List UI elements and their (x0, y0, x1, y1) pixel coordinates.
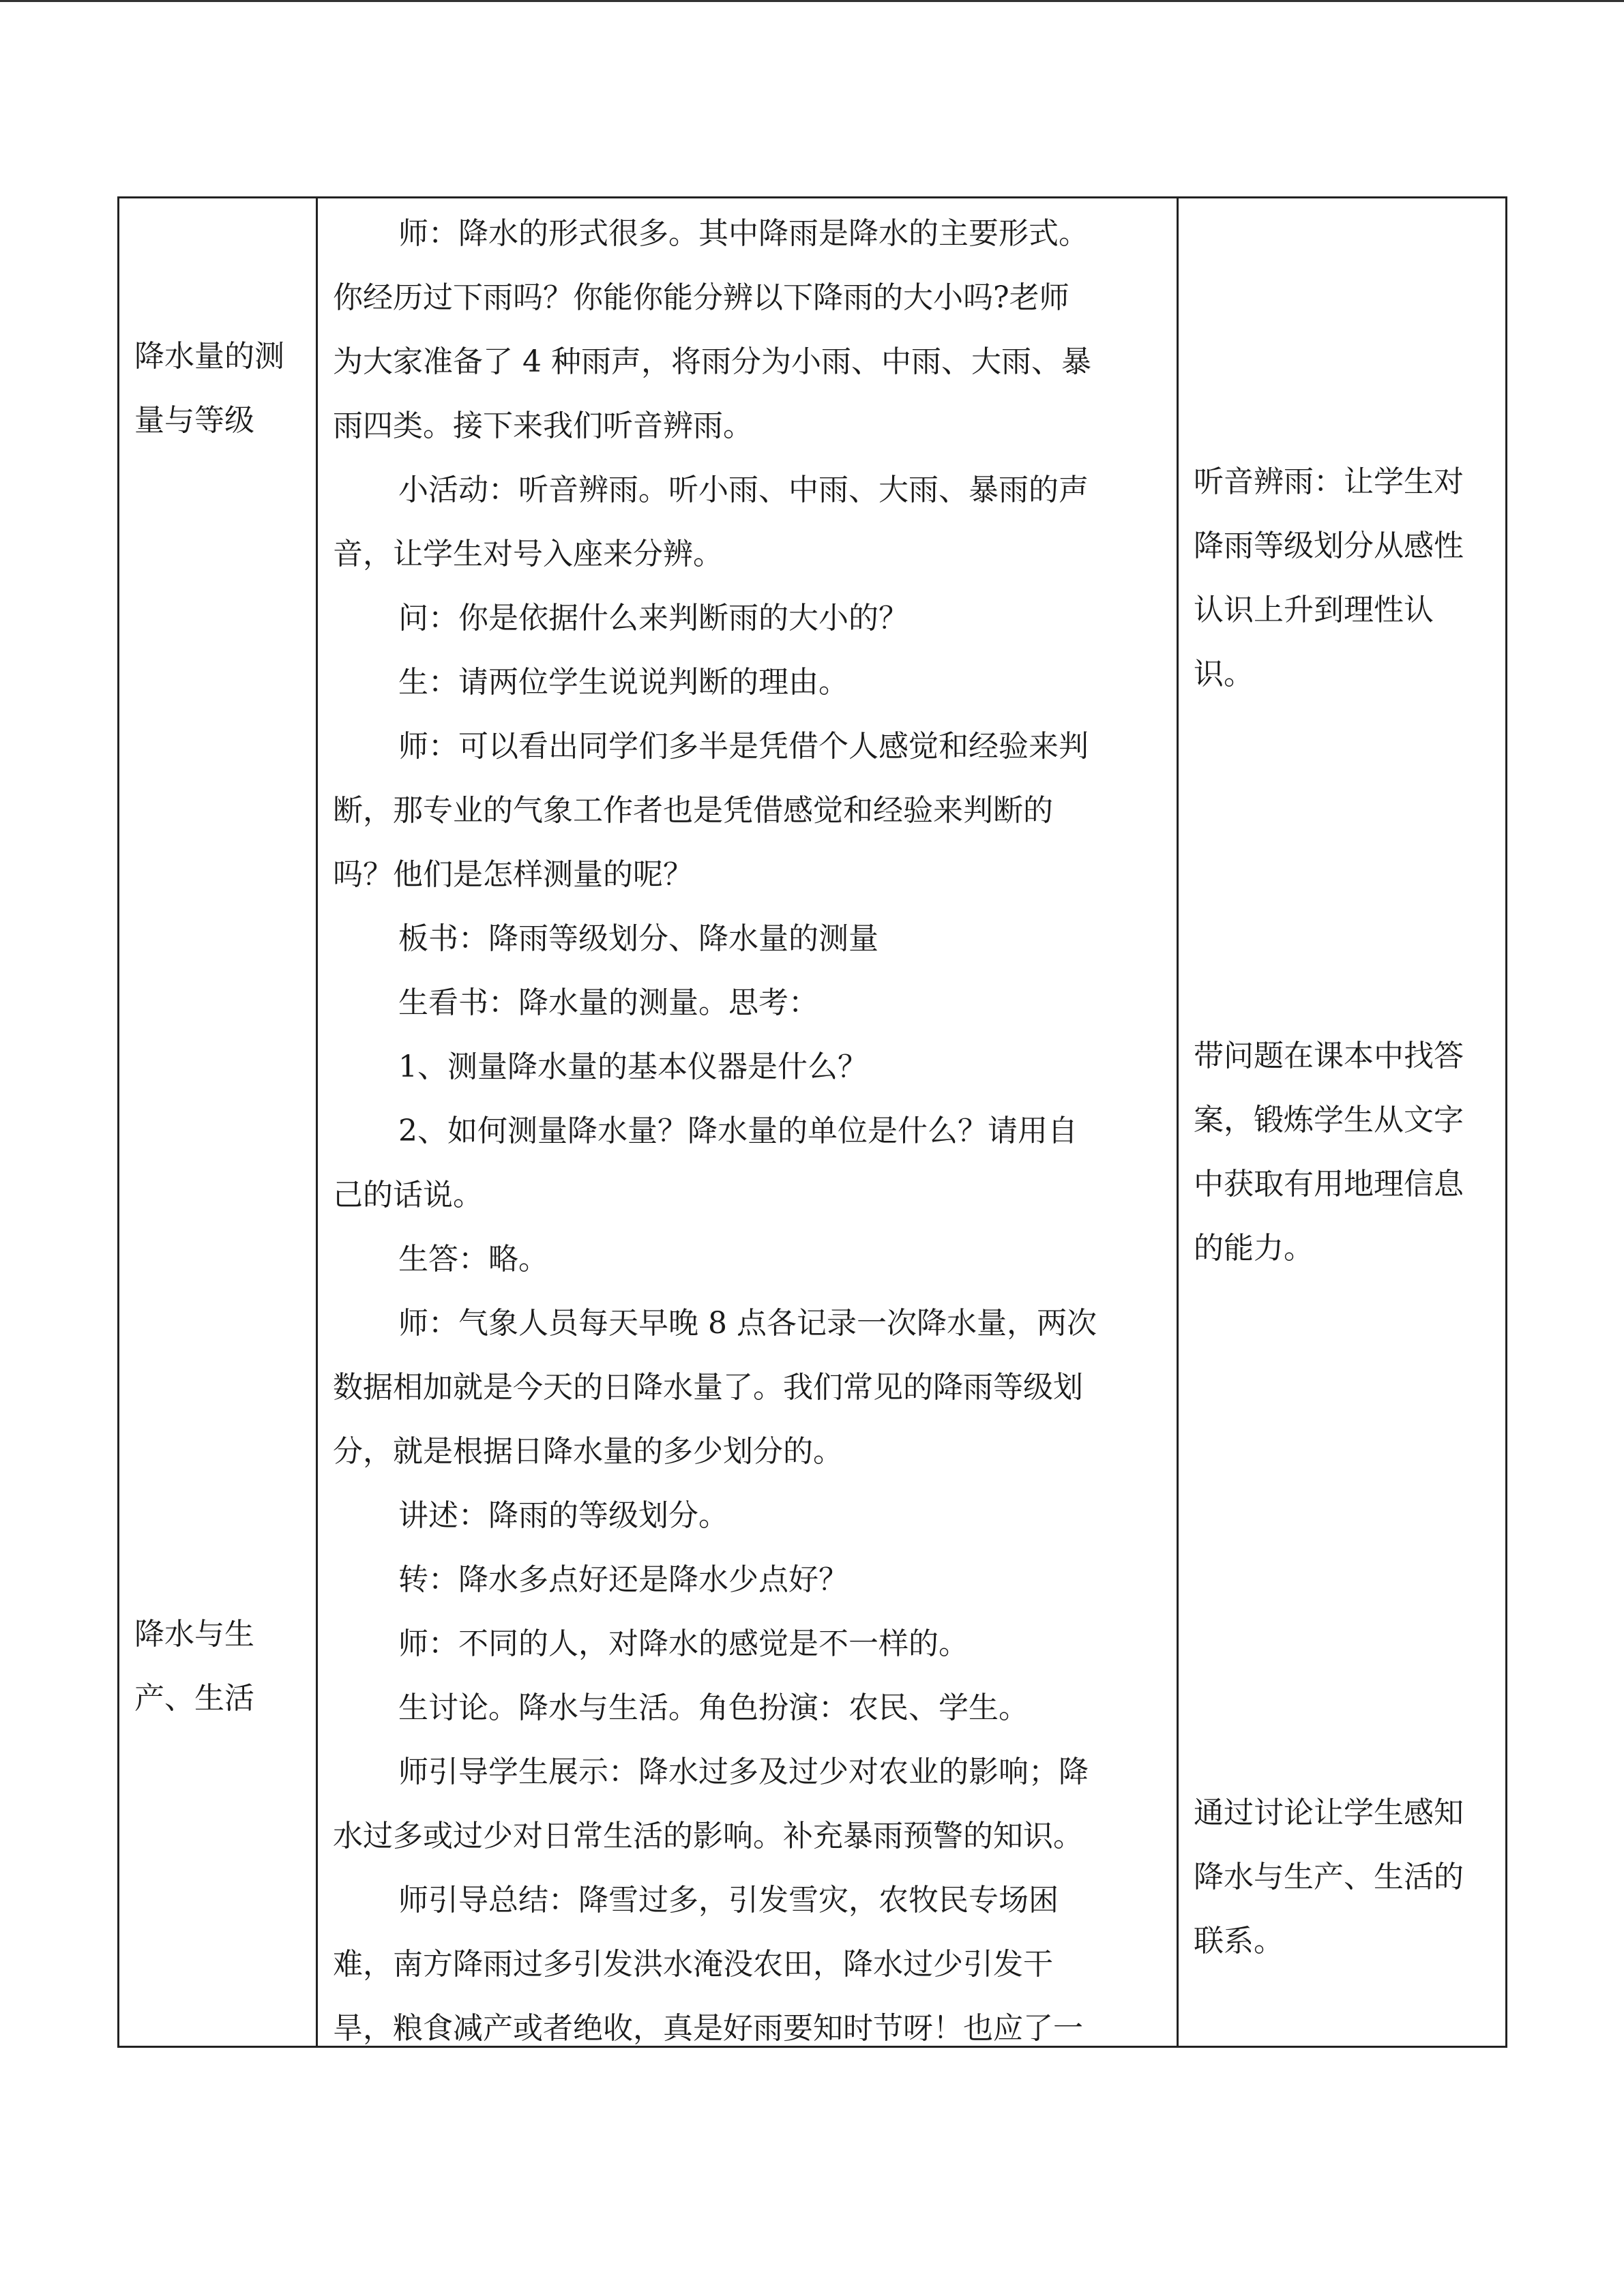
process-line: 吗？他们是怎样测量的呢？ (333, 857, 693, 892)
process-line: 板书：降雨等级划分、降水量的测量 (398, 921, 879, 956)
process-line: 水过多或过少对日常生活的影响。补充暴雨预警的知识。 (333, 1819, 1083, 1853)
process-line: 你经历过下雨吗？你能你能分辨以下降雨的大小吗?老师 (333, 280, 1069, 315)
lesson-plan-table (117, 196, 1507, 2048)
intent-line: 案，锻炼学生从文字 (1194, 1103, 1464, 1137)
process-line: 为大家准备了 4 种雨声，将雨分为小雨、中雨、大雨、暴 (333, 344, 1091, 379)
process-line: 讲述：降雨的等级划分。 (398, 1498, 728, 1533)
intent-line: 联系。 (1194, 1924, 1284, 1958)
process-line: 师：降水的形式很多。其中降雨是降水的主要形式。 (398, 216, 1089, 251)
process-line: 数据相加就是今天的日降水量了。我们常见的降雨等级划 (333, 1370, 1083, 1405)
process-line: 生：请两位学生说说判断的理由。 (398, 665, 848, 700)
process-line: 1、测量降水量的基本仪器是什么？ (398, 1049, 868, 1084)
intent-line: 认识上升到理性认 (1194, 593, 1434, 627)
process-line: 师：不同的人，对降水的感觉是不一样的。 (398, 1626, 969, 1661)
intent-line: 听音辨雨：让学生对 (1194, 464, 1464, 499)
topic-line: 产、生活 (134, 1681, 254, 1716)
process-line: 断，那专业的气象工作者也是凭借感觉和经验来判断的 (333, 793, 1053, 828)
process-line: 己的话说。 (333, 1178, 483, 1212)
intent-line: 降水与生产、生活的 (1194, 1860, 1464, 1894)
process-line: 分，就是根据日降水量的多少划分的。 (333, 1434, 843, 1469)
process-line: 问：你是依据什么来判断雨的大小的？ (398, 601, 909, 636)
topic-line: 降水与生 (134, 1617, 254, 1652)
design-intent-column (1179, 198, 1507, 2046)
process-line: 生看书：降水量的测量。思考： (398, 985, 818, 1020)
topic-line: 量与等级 (134, 403, 254, 438)
process-line: 2、如何测量降水量？降水量的单位是什么？请用自 (398, 1114, 1078, 1148)
intent-line: 降雨等级划分从感性 (1194, 528, 1464, 563)
process-line: 师引导总结：降雪过多，引发雪灾，农牧民专场困 (398, 1883, 1059, 1918)
page-top-rule (0, 0, 1624, 2)
process-line: 师：可以看出同学们多半是凭借个人感觉和经验来判 (398, 729, 1089, 764)
intent-line: 中获取有用地理信息 (1194, 1167, 1464, 1202)
topic-column (119, 198, 316, 2046)
process-line: 难，南方降雨过多引发洪水淹没农田，降水过少引发干 (333, 1947, 1053, 1982)
intent-line: 的能力。 (1194, 1231, 1314, 1266)
process-line: 师：气象人员每天早晚 8 点各记录一次降水量，两次 (398, 1306, 1097, 1341)
intent-line: 通过讨论让学生感知 (1194, 1795, 1464, 1830)
process-line: 音，让学生对号入座来分辨。 (333, 537, 723, 571)
intent-line: 带问题在课本中找答 (1194, 1039, 1464, 1073)
intent-line: 识。 (1194, 657, 1254, 691)
process-line: 师引导学生展示：降水过多及过少对农业的影响；降 (398, 1755, 1089, 1789)
process-line: 生讨论。降水与生活。角色扮演：农民、学生。 (398, 1690, 1029, 1725)
process-line: 小活动：听音辨雨。听小雨、中雨、大雨、暴雨的声 (398, 473, 1089, 507)
process-line: 雨四类。接下来我们听音辨雨。 (333, 408, 753, 443)
topic-line: 降水量的测 (134, 339, 284, 374)
process-line: 生答：略。 (398, 1242, 548, 1277)
process-line: 旱，粮食减产或者绝收，真是好雨要知时节呀！也应了一 (333, 2011, 1083, 2046)
teaching-process-column (318, 198, 1177, 2046)
process-line: 转：降水多点好还是降水少点好？ (398, 1562, 848, 1597)
